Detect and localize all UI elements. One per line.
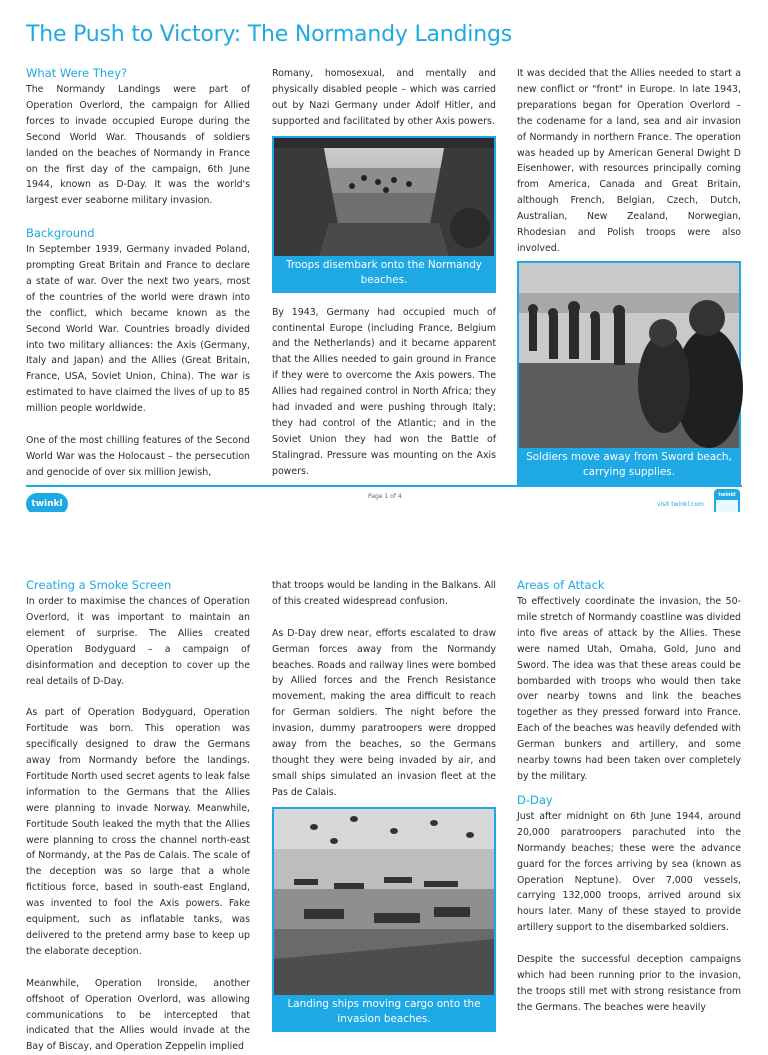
visit-link[interactable]: visit twinkl.com — [657, 501, 704, 508]
paragraph-smoke-screen-2: As part of Operation Bodyguard, Operation Fortitude was born. This operation was specifically designed to draw the Germans away from Normandy before the landings. Fortitude North used secret agents to leak false information to the Germans that the Allies were planning to invade Norway. Meanwhile, Fortitude South leaked the myth that the Allies were planning to cross the channel north-east of Normandy, at the Pas de Calais. The scale of the deception was so large that a whole fictitious force, based in south-east England, was invented to fool the Axis powers. Fake equipment, such as inflatable tanks, was delivered to the pretend army base to keep up the elaborate deception. — [26, 707, 251, 957]
page2-column-1 — [26, 577, 250, 1055]
twinkl-logo: twinkl — [26, 493, 68, 515]
figure-troops-disembark — [272, 136, 496, 293]
caption-sword-beach: Soldiers move away from Sword beach, carrying supplies. — [519, 448, 739, 483]
paragraph-d-day-drew-near: As D-Day drew near, efforts escalated to draw German forces away from the Normandy beaches. Roads and railway lines were bombed by Allied forces and the French Resistance movement, making the area difficult to reach for German soldiers. The night before the invasion, dummy paratroopers were dropped away from the beaches, so the Germans thought they were being invaded by air, and small ships simulated an invasion fleet at the Pas de Calais. — [272, 627, 496, 798]
footer-divider — [26, 485, 742, 487]
paragraph-smoke-screen-1: In order to maximise the chances of Operation Overlord, it was important to maintain an element of surprise. The Allies created Operation Bodyguard – a campaign of disinformation and deception to cover up the real details of D-Day. — [26, 596, 250, 687]
paragraph-what-were-they: The Normandy Landings were part of Operation Overlord, the campaign for Allied forces to invade occupied Europe during the Second World War. Thousands of soldiers landed on the beaches of Normandy in France on the first day of the campaign, 6th June 1944, known as D-Day. It was the world's largest ever seaborne military invasion. — [26, 84, 250, 207]
paragraph-background-2: One of the most chilling features of the Second World War was the Holocaust – the persecution and genocide of over six million Jewish, — [26, 435, 250, 478]
heading-background: Background — [26, 226, 95, 241]
heading-smoke-screen: Creating a Smoke Screen — [26, 578, 172, 592]
heading-d-day: D-Day — [517, 792, 553, 807]
heading-what-were-they: What Were They? — [26, 66, 128, 80]
column-3 — [517, 66, 741, 497]
caption-troops-disembark: Troops disembark onto the Normandy beaches. — [274, 256, 494, 291]
page-2 — [0, 512, 768, 1053]
page-number: Page 1 of 4 — [368, 493, 402, 500]
figure-sword-beach — [517, 261, 741, 485]
heading-areas-of-attack: Areas of Attack — [517, 578, 605, 592]
column-2 — [272, 66, 496, 480]
paragraph-d-day-1: Just after midnight on 6th June 1944, around 20,000 paratroopers parachuted into the Normandy beaches; these were the advance guard for the forces arriving by sea (known as Operation Neptune). Over 7,000 vessels, carrying 132,000 troops, arrived around six hours later. Many of these stayed to provide artillery support to the disembarked soldiers. — [517, 810, 741, 934]
paragraph-by-1943: By 1943, Germany had occupied much of continental Europe (including France, Belgium and the Netherlands) and it became apparent that the Allies needed to gain ground in France if they were to overcome the Axis powers. The Allies had regained control in North Africa; they had invaded and were pushing through Italy; they had control of the Atlantic; and in the Soviet Union they had won the Battle of Stalingrad. Pressure was mounting on the Axis powers. — [272, 306, 496, 477]
paragraph-d-day-2: Despite the successful deception campaigns which had been running prior to the invasion, the troops still met with strong resistance from the Germans. The beaches were heavily — [517, 954, 741, 1013]
paragraph-background-1: In September 1939, Germany invaded Poland, prompting Great Britain and France to declare a state of war. Over the next two years, most of the countries of the world were drawn into the conflict, which became known as the Second World War. Countries broadly divided into two military alliances: the Axis (Germany, Italy and Japan) and the Allies (Great Britain, France, USA, Soviet Union, China). The war is estimated to have claimed the lives of up to 85 million people worldwide. — [26, 244, 250, 415]
page-title: The Push to Victory: The Normandy Landings — [26, 22, 512, 47]
paragraph-areas-of-attack: To effectively coordinate the invasion, the 50-mile stretch of Normandy coastline was divided into five areas of attack by the Allies. These were named Utah, Omaha, Gold, Juno and Sword. The idea was that these areas could be bombarded with troops who would then take over nearby towns and link the beaches together as they pressed forward into France. Each of the beaches was heavily defended with German bunkers and artillery, and some nearby towns had been taken over completely by the military. — [517, 596, 741, 782]
paragraph-persecuted-groups: Romany, homosexual, and mentally and physically disabled people – which was carried out by Nazi Germany under Adolf Hitler, and supported and facilitated by other Axis powers. — [272, 68, 496, 127]
photo-landing-ships — [274, 809, 494, 995]
photo-landing-craft — [274, 138, 494, 256]
figure-landing-ships — [272, 807, 496, 1032]
paragraph-new-front: It was decided that the Allies needed to start a new conflict or "front" in Europe. In late 1943, preparations began for Operation Overlord – the codename for a land, sea and air invasion of Normandy in northern France. The operation was headed up by American General Dwight D Eisenhower, with resources principally coming from America, Canada and Great Britain, although French, Belgian, Czech, Dutch, Australian, New Zealand, Norwegian, Rhodesian and Polish troops were also involved. — [517, 68, 741, 254]
quality-badge-label: twinkl — [716, 491, 738, 500]
caption-landing-ships: Landing ships moving cargo onto the invasion beaches. — [274, 995, 494, 1030]
page-1 — [0, 0, 768, 512]
column-1 — [26, 65, 250, 481]
page2-column-3 — [517, 577, 741, 1016]
photo-soldiers-sword-beach — [519, 263, 739, 448]
paragraph-balkans: that troops would be landing in the Balkans. All of this created widespread confusion. — [272, 580, 496, 607]
paragraph-smoke-screen-3: Meanwhile, Operation Ironside, another offshoot of Operation Overlord, was allowing communications to be intercepted that indicated that the Allies would invade at the Bay of Biscay, and Operation Zeppelin implied — [26, 977, 250, 1053]
page2-column-2 — [272, 578, 496, 1044]
